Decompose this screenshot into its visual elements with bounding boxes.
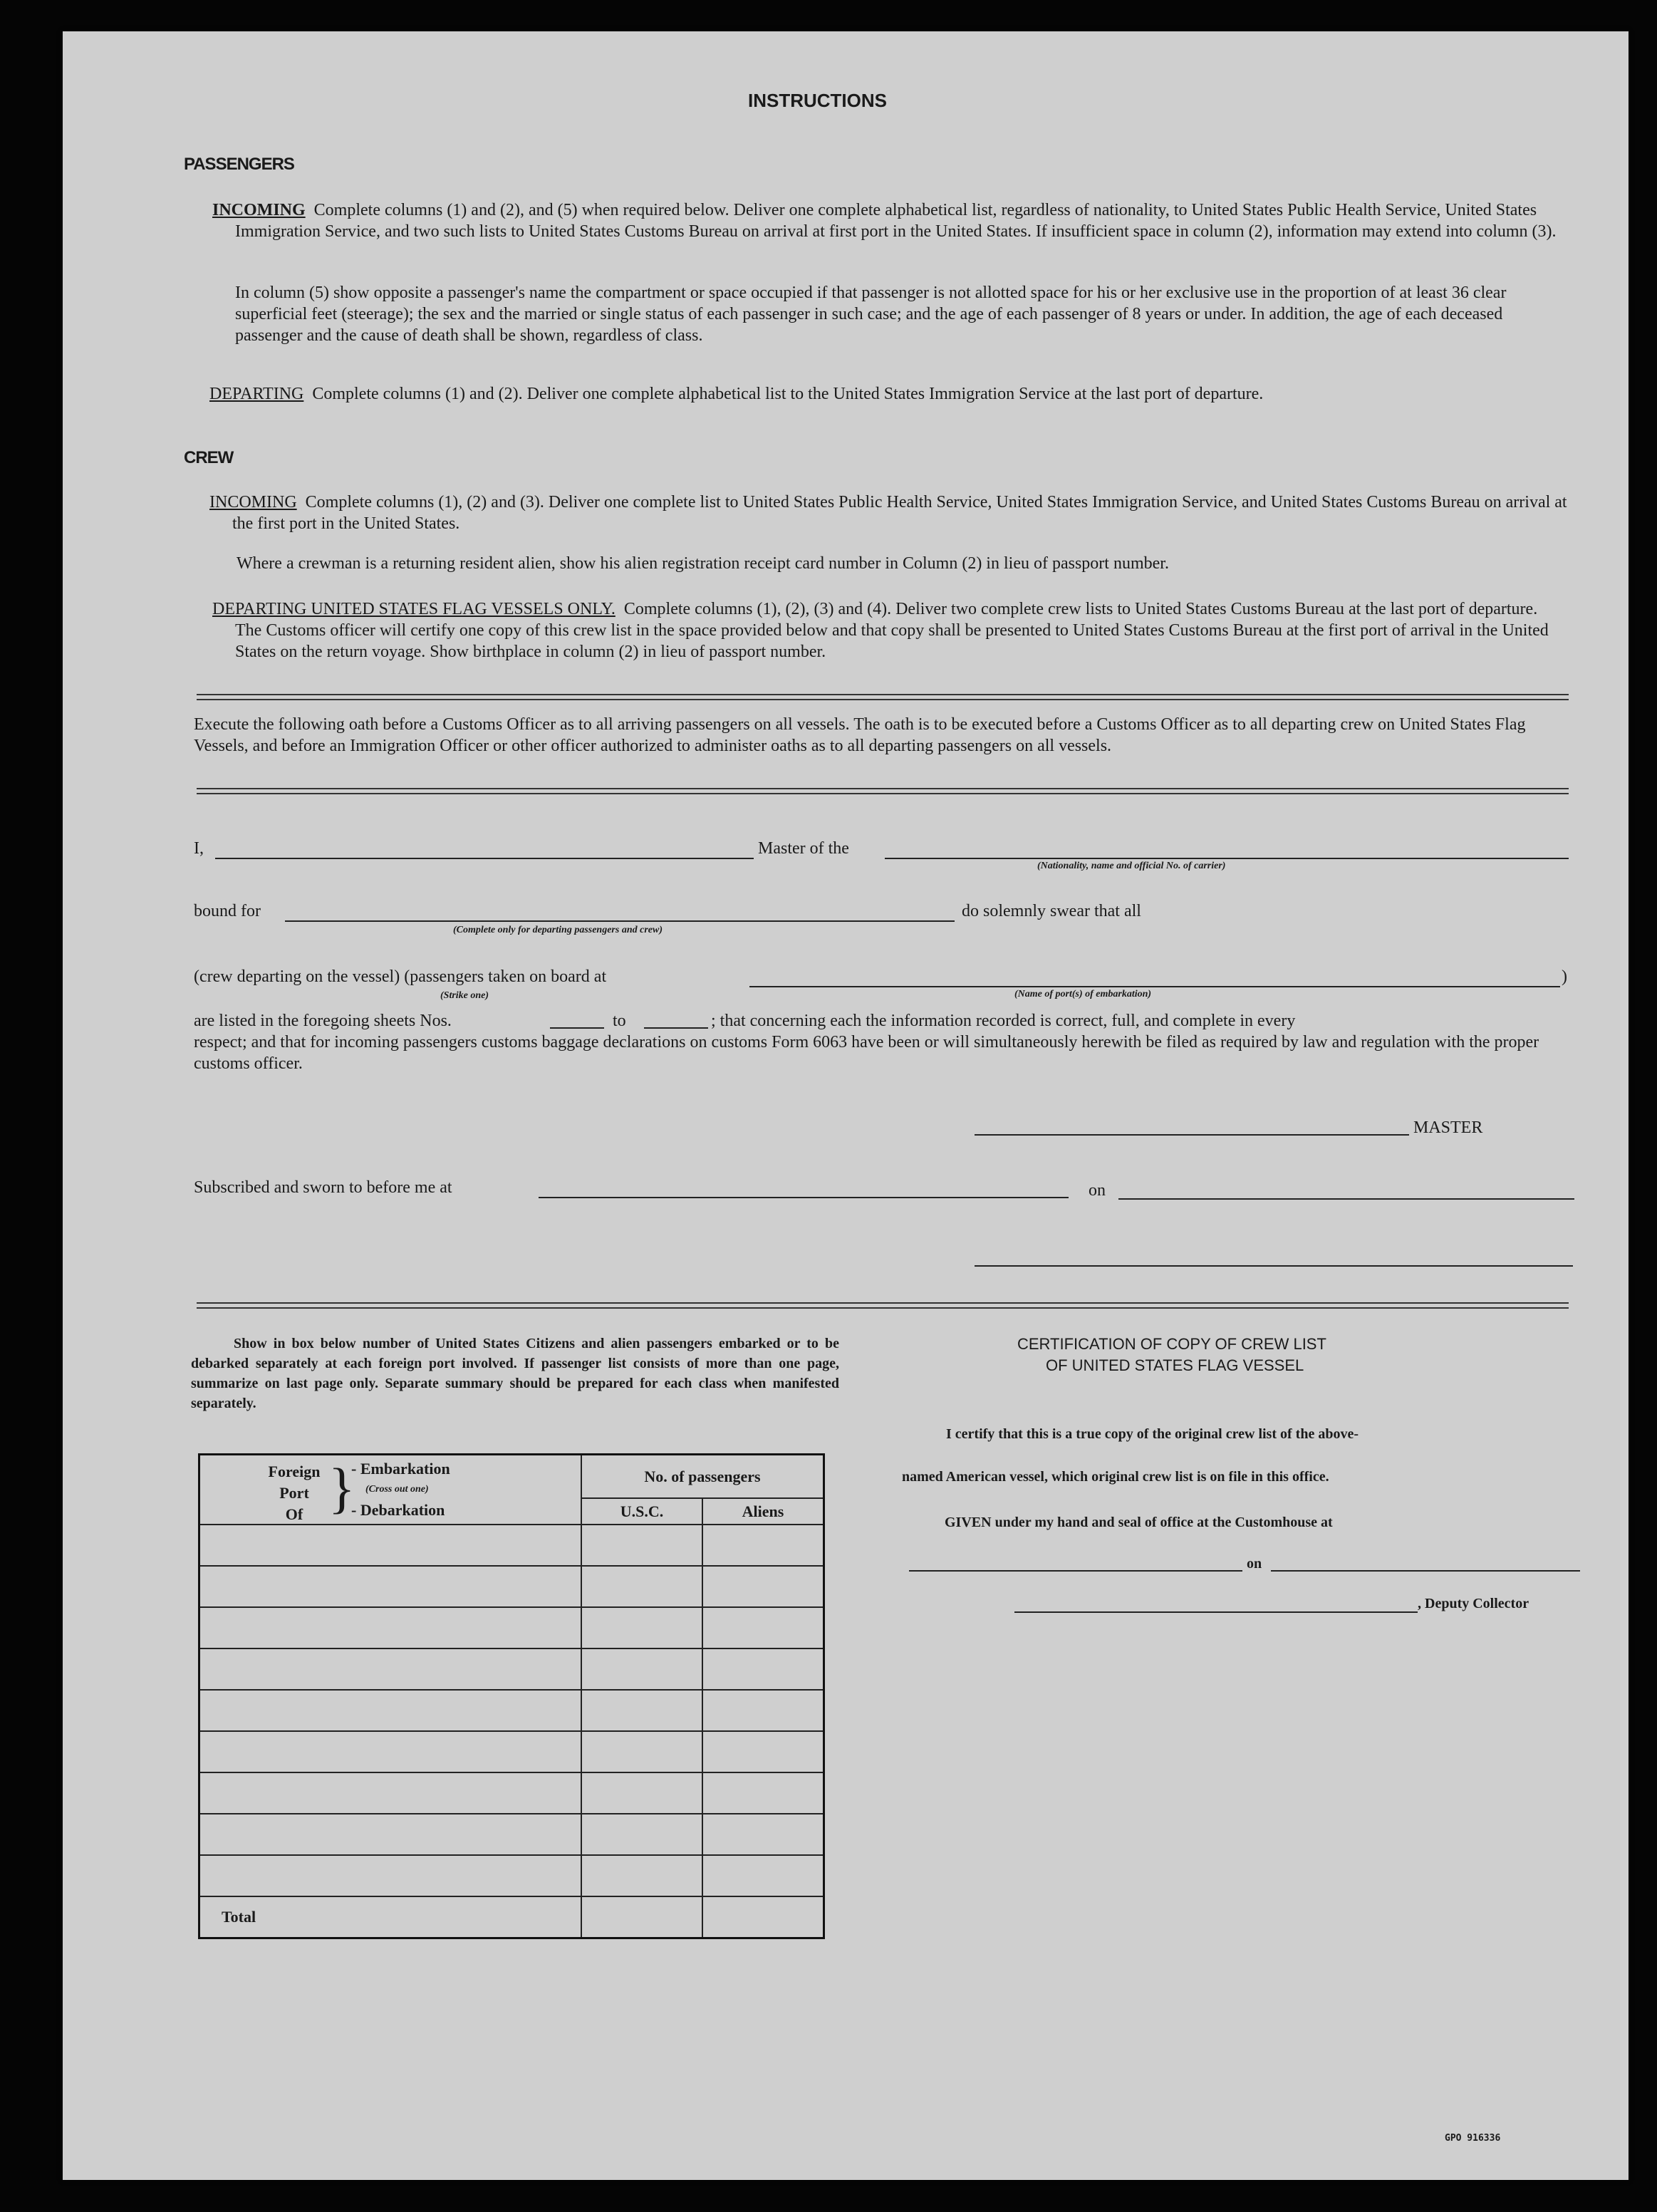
header-of: Of bbox=[285, 1505, 303, 1523]
passengers-column5-paragraph: In column (5) show opposite a passenger's name the compartment or space occupied if that passenger is not allotted space for his or her exclusive use in the proportion of at least 36 clear superficial feet (steerage); the sex and the married or single status of each passenger in such case; and the age of each passenger of 8 years or under. In addition, the age of each deceased passenger and the cause of death shall be shown, regardless of class. bbox=[235, 284, 1507, 345]
oath-i-label: I, bbox=[194, 839, 204, 858]
usc-cell[interactable] bbox=[581, 1731, 702, 1772]
brace-icon: } bbox=[328, 1457, 355, 1519]
aliens-cell[interactable] bbox=[702, 1814, 824, 1855]
customhouse-field[interactable] bbox=[909, 1570, 1242, 1572]
strike-one-note: (Strike one) bbox=[440, 990, 489, 1001]
port-cell[interactable] bbox=[199, 1690, 582, 1731]
usc-cell[interactable] bbox=[581, 1814, 702, 1855]
listed-statement: ; that concerning each the information recorded is correct, full, and complete in every bbox=[711, 1012, 1296, 1030]
divider bbox=[197, 1302, 1569, 1309]
total-label bbox=[199, 1896, 582, 1938]
certification-line-3: GIVEN under my hand and seal of office at the Customhouse at bbox=[945, 1515, 1333, 1530]
passengers-incoming-text: Complete columns (1) and (2), and (5) when required below. Deliver one complete alphabetical list, regardless of nationality, to United States Public Health Service, United States Immigration Service, and two such lists to United States Customs Bureau on arrival at first port in the United States. If insufficient space in column (2), information may extend into column (3). bbox=[235, 201, 1557, 241]
passengers-incoming-paragraph bbox=[212, 199, 1567, 242]
certification-date-field[interactable] bbox=[1271, 1570, 1580, 1572]
divider bbox=[197, 788, 1569, 794]
foreign-port-header bbox=[199, 1455, 582, 1525]
aliens-header: Aliens bbox=[702, 1498, 824, 1525]
no-of-passengers-header: No. of passengers bbox=[581, 1455, 824, 1499]
port-cell[interactable] bbox=[199, 1772, 582, 1814]
usc-cell[interactable] bbox=[581, 1855, 702, 1896]
usc-cell[interactable] bbox=[581, 1690, 702, 1731]
passenger-summary-table bbox=[198, 1453, 825, 1939]
passengers-departing-text: Complete columns (1) and (2). Deliver one complete alphabetical list to the United States Immigration Service at the last port of departure. bbox=[312, 385, 1264, 403]
crew-incoming-label: INCOMING bbox=[209, 493, 297, 512]
bound-for-note: (Complete only for departing passengers and crew) bbox=[453, 925, 663, 935]
aliens-cell[interactable] bbox=[702, 1648, 824, 1690]
sheet-to-field[interactable] bbox=[644, 1027, 708, 1029]
usc-header: U.S.C. bbox=[581, 1498, 702, 1525]
aliens-cell[interactable] bbox=[702, 1690, 824, 1731]
master-of-the-label: Master of the bbox=[758, 839, 849, 858]
bound-for-field[interactable] bbox=[285, 920, 955, 922]
port-cell[interactable] bbox=[199, 1814, 582, 1855]
deputy-collector-label: , Deputy Collector bbox=[1418, 1596, 1529, 1611]
master-signature-field[interactable] bbox=[975, 1134, 1409, 1136]
subscribed-label: Subscribed and sworn to before me at bbox=[194, 1178, 452, 1197]
usc-total-cell[interactable] bbox=[581, 1896, 702, 1938]
aliens-cell[interactable] bbox=[702, 1772, 824, 1814]
deputy-collector-signature-field[interactable] bbox=[1014, 1611, 1418, 1613]
aliens-cell[interactable] bbox=[702, 1607, 824, 1648]
header-cross-out: (Cross out one) bbox=[365, 1484, 429, 1495]
crew-incoming-text: Complete columns (1), (2) and (3). Deliver one complete list to United States Public Health Service, United States Immigration Service, and United States Customs Bureau on arrival at the first port in the United States. bbox=[232, 493, 1567, 533]
port-cell[interactable] bbox=[199, 1731, 582, 1772]
certification-title-2: OF UNITED STATES FLAG VESSEL bbox=[1046, 1356, 1304, 1374]
aliens-cell[interactable] bbox=[702, 1525, 824, 1566]
officer-signature-field[interactable] bbox=[975, 1265, 1573, 1267]
swear-label: do solemnly swear that all bbox=[962, 902, 1141, 920]
subscribed-on-label: on bbox=[1089, 1181, 1106, 1200]
summary-instructions: Show in box below number of United States Citizens and alien passengers embarked or to be debarked separately at each foreign port involved. If passenger list consists of more than one page, summarize on last page only. Separate summary should be prepared for each class when manifested separately. bbox=[191, 1336, 839, 1411]
header-embarkation: - Embarkation bbox=[351, 1460, 450, 1478]
carrier-field[interactable] bbox=[885, 858, 1569, 859]
bound-for-label: bound for bbox=[194, 902, 261, 920]
form-page bbox=[63, 31, 1629, 2180]
crew-heading: CREW bbox=[184, 448, 234, 467]
port-cell[interactable] bbox=[199, 1566, 582, 1607]
certification-title-1: CERTIFICATION OF COPY OF CREW LIST bbox=[1017, 1335, 1326, 1353]
crew-departing-label: DEPARTING UNITED STATES FLAG VESSELS ONLY. bbox=[212, 600, 615, 618]
header-port: Port bbox=[279, 1484, 309, 1502]
passengers-incoming-label: INCOMING bbox=[212, 201, 306, 219]
listed-to-label: to bbox=[613, 1012, 626, 1030]
page-title: INSTRUCTIONS bbox=[748, 90, 887, 111]
carrier-field-note: (Nationality, name and official No. of carrier) bbox=[1037, 861, 1226, 871]
embarkation-port-note: (Name of port(s) of embarkation) bbox=[1014, 989, 1152, 999]
subscribed-place-field[interactable] bbox=[539, 1197, 1069, 1198]
crew-departing-paragraph bbox=[212, 598, 1567, 663]
usc-cell[interactable] bbox=[581, 1566, 702, 1607]
usc-cell[interactable] bbox=[581, 1607, 702, 1648]
certification-line-1: I certify that this is a true copy of the original crew list of the above- bbox=[946, 1426, 1359, 1442]
crew-departing-label: (crew departing on the vessel) (passengers taken on board at bbox=[194, 967, 607, 986]
crew-incoming-paragraph bbox=[209, 492, 1567, 534]
footer-code: GPO 916336 bbox=[1445, 2133, 1501, 2144]
passengers-departing-label: DEPARTING bbox=[209, 385, 304, 403]
aliens-cell[interactable] bbox=[702, 1566, 824, 1607]
oath-intro: Execute the following oath before a Customs Officer as to all arriving passengers on all vessels. The oath is to be executed before a Customs Officer as to all departing crew on United States Flag Vessels, and before an Immigration Officer or other officer authorized to administer oaths as to all departing passengers on all vessels. bbox=[194, 715, 1526, 755]
total-text: Total bbox=[222, 1907, 256, 1926]
port-cell[interactable] bbox=[199, 1525, 582, 1566]
usc-cell[interactable] bbox=[581, 1525, 702, 1566]
listed-label: are listed in the foregoing sheets Nos. bbox=[194, 1012, 452, 1030]
listed-rest: respect; and that for incoming passengers customs baggage declarations on customs Form 6063 have been or will simultaneously herewith be filed as required by law and regulation with the proper customs officer. bbox=[194, 1033, 1539, 1073]
usc-cell[interactable] bbox=[581, 1648, 702, 1690]
port-cell[interactable] bbox=[199, 1855, 582, 1896]
subscribed-date-field[interactable] bbox=[1118, 1198, 1574, 1200]
divider bbox=[197, 694, 1569, 700]
aliens-total-cell[interactable] bbox=[702, 1896, 824, 1938]
aliens-cell[interactable] bbox=[702, 1855, 824, 1896]
embarkation-port-field[interactable] bbox=[749, 986, 1560, 987]
master-signature-label: MASTER bbox=[1413, 1118, 1483, 1137]
port-cell[interactable] bbox=[199, 1607, 582, 1648]
header-debarkation: - Debarkation bbox=[351, 1501, 445, 1519]
certification-line-2: named American vessel, which original crew list is on file in this office. bbox=[902, 1469, 1329, 1485]
usc-cell[interactable] bbox=[581, 1772, 702, 1814]
header-foreign: Foreign bbox=[268, 1463, 321, 1480]
close-paren: ) bbox=[1562, 967, 1567, 986]
crew-departing-text: Complete columns (1), (2), (3) and (4). Deliver two complete crew lists to United States Customs Bureau at the last port of departure. The Customs officer will certify one copy of this crew list in the space provided below and that copy shall be presented to United States Customs Bureau at the first port of arrival in the United States on the return voyage. Show birthplace in column (2) in lieu of passport number. bbox=[235, 600, 1549, 661]
master-name-field[interactable] bbox=[215, 858, 754, 859]
sheet-from-field[interactable] bbox=[550, 1027, 604, 1029]
port-cell[interactable] bbox=[199, 1648, 582, 1690]
certification-on-label: on bbox=[1247, 1556, 1262, 1572]
aliens-cell[interactable] bbox=[702, 1731, 824, 1772]
passengers-heading: PASSENGERS bbox=[184, 155, 294, 174]
crew-resident-paragraph: Where a crewman is a returning resident alien, show his alien registration receipt card number in Column (2) in lieu of passport number. bbox=[237, 554, 1169, 573]
passengers-departing-paragraph bbox=[209, 383, 1567, 405]
